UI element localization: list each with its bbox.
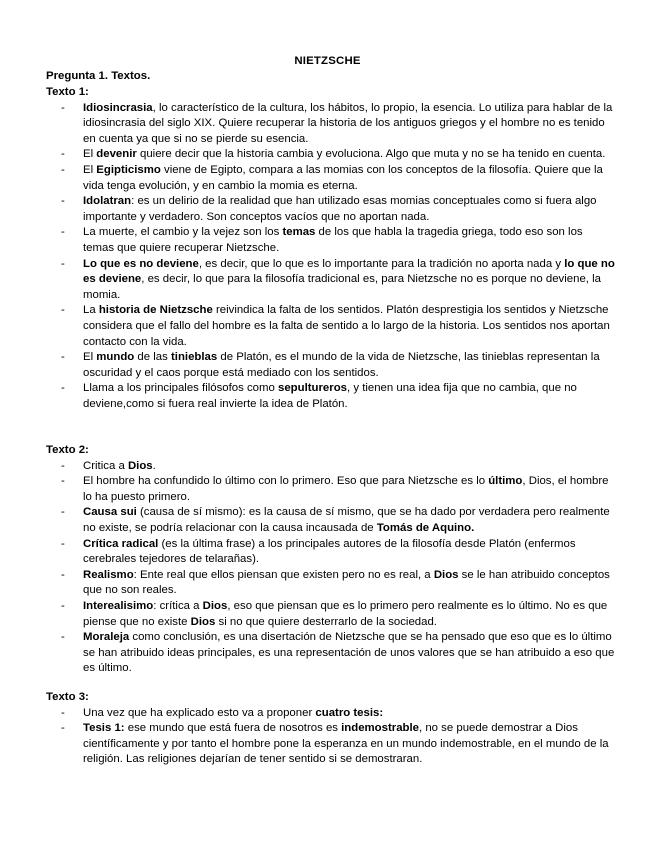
list-item	[46, 381, 616, 412]
bold-term: tinieblas	[171, 351, 218, 364]
text-run: de las	[134, 351, 171, 364]
bold-term: temas	[282, 226, 316, 239]
texto-2-section	[46, 443, 616, 677]
text-run: Critica a	[83, 459, 128, 472]
text-run: : Ente real que ellos piensan que existen pero no es real, a	[133, 568, 434, 581]
text-run: , es decir, lo que para la filosofía tradicional es, para Nietzsche no es porque no deviene, la momia.	[83, 273, 601, 301]
text-run: (causa de sí mismo): es la causa de sí mismo, que se ha dado por verdadera pero realmente no existe, se podría relacionar con la causa incausada de	[83, 506, 610, 534]
bold-term: Dios	[433, 568, 459, 581]
text-run: , Dios, el hombre lo ha puesto primero.	[83, 475, 609, 503]
list-item	[46, 194, 616, 225]
bullet-dash: -	[61, 706, 65, 719]
text-run: El	[83, 148, 97, 161]
text-run: como conclusión, es una disertación de Nietzsche que se ha pensado que eso que es lo último se han atribuido ideas principales, es una representación de unos valores que se han atribuido a eso que es último.	[83, 631, 615, 675]
bold-term: Dios	[202, 599, 228, 612]
bullet-dash: -	[61, 226, 65, 239]
texto-1-section	[46, 85, 616, 412]
text-run: de los que habla la tragedia griega, todo eso son los temas que quiere recuperar Nietzsche.	[83, 226, 583, 254]
texto-1-heading: Texto 1:	[46, 86, 89, 98]
texto-3-list	[46, 706, 616, 768]
bold-term: último	[488, 475, 523, 488]
text-run: , no se puede demostrar a Dios científicamente y por tanto el hombre pone la esperanza en un mundo indemostrable, en el mundo de la religión. Las religiones dejarían de tener sentido si se demostraran.	[83, 722, 609, 766]
bold-term: Moraleja	[83, 631, 130, 644]
bold-term: Idiosincrasia	[83, 101, 153, 114]
bold-term: Causa sui	[83, 506, 137, 519]
bold-term: sepultureros	[278, 382, 347, 395]
bullet-dash: -	[61, 722, 65, 735]
bold-term: indemostrable	[341, 722, 419, 735]
text-run: , eso que piensan que es lo primero pero realmente es lo último. No es que piense que no existe	[83, 599, 608, 628]
bold-term: Egipticismo	[96, 163, 161, 176]
bullet-dash: -	[61, 351, 65, 364]
text-run: , es decir, que lo que es lo importante para la tradición no aporta nada y	[198, 257, 565, 270]
list-item	[46, 505, 616, 536]
bullet-dash: -	[61, 459, 65, 472]
list-item	[46, 568, 616, 599]
bold-term: historia de Nietzsche	[98, 304, 213, 317]
bold-term: Dios	[127, 459, 153, 472]
bold-term: Interealisimo	[83, 599, 154, 612]
list-item	[46, 163, 616, 194]
text-run: El hombre ha confundido lo último con lo primero. Eso que para Nietzsche es lo	[83, 475, 489, 488]
text-run: La	[83, 304, 99, 317]
bullet-dash: -	[61, 382, 65, 395]
text-run: : crítica a	[153, 599, 203, 612]
bold-term: cuatro tesis:	[315, 706, 384, 719]
bullet-dash: -	[61, 101, 65, 114]
text-run: : es un delirio de la realidad que han utilizado esas momias conceptuales como si fuera algo importante y verdadero. Son conceptos vacíos que no aportan nada.	[83, 195, 597, 223]
text-run: Una vez que ha explicado esto va a proponer	[83, 706, 316, 719]
text-run: , y tienen una idea fija que no cambia, que no deviene,como si fuera real invierte la idea de Platón.	[83, 382, 577, 410]
text-run: de Platón, es el mundo de la vida de Nietzsche, las tinieblas representan la oscuridad y el caos porque está mediado con los sentidos.	[83, 351, 600, 379]
text-run: .	[152, 459, 156, 472]
pregunta-heading: Pregunta 1. Textos.	[46, 70, 151, 82]
list-item	[46, 537, 616, 568]
texto-1-list	[46, 101, 616, 413]
text-run: El	[83, 351, 97, 364]
texto-2-heading: Texto 2:	[46, 444, 89, 456]
bullet-dash: -	[61, 537, 65, 550]
list-item	[46, 225, 616, 256]
list-item	[46, 474, 616, 505]
text-run: La muerte, el cambio y la vejez son los	[83, 226, 283, 239]
bold-term: Lo que es no deviene	[83, 257, 199, 270]
text-run: ese mundo que está fuera de nosotros es	[124, 722, 342, 735]
document-title: NIETZSCHE	[294, 55, 361, 67]
bullet-dash: -	[61, 506, 65, 519]
list-item	[46, 599, 616, 630]
pregunta-section	[46, 69, 616, 85]
bold-term: Crítica radical	[83, 537, 159, 550]
texto-3-heading: Texto 3:	[46, 691, 89, 703]
bold-term: mundo	[96, 351, 135, 364]
bullet-dash: -	[61, 568, 65, 581]
bullet-dash: -	[61, 304, 65, 317]
text-run: se le han atribuido conceptos que no son reales.	[83, 568, 610, 597]
list-item	[46, 721, 616, 768]
bold-term: lo que no es deviene	[83, 257, 615, 286]
texto-3-section	[46, 690, 616, 768]
bullet-dash: -	[61, 163, 65, 176]
bullet-dash: -	[61, 631, 65, 644]
bullet-dash: -	[61, 195, 65, 208]
list-item	[46, 257, 616, 304]
bold-term: Idolatran	[83, 195, 132, 208]
list-item	[46, 303, 616, 350]
texto-2-list	[46, 459, 616, 677]
list-item	[46, 630, 616, 677]
bold-term: Tesis 1:	[83, 722, 125, 735]
bullet-dash: -	[61, 148, 65, 161]
text-run: quiere decir que la historia cambia y evoluciona. Algo que muta y no se ha tenido en cuenta.	[136, 148, 606, 161]
bold-term: Tomás de Aquino.	[376, 521, 475, 534]
list-item	[46, 706, 616, 722]
bold-term: Realismo	[83, 568, 134, 581]
text-run: El	[83, 163, 97, 176]
text-run: reivindica la falta de los sentidos. Platón desprestigia los sentidos y Nietzsche considera que el fallo del hombre es la falta de sentido a lo largo de la historia. Los sentidos nos aportan contacto con la vida.	[83, 304, 610, 348]
bullet-dash: -	[61, 257, 65, 270]
list-item	[46, 459, 616, 475]
text-run: (es la última frase) a los principales autores de la filosofía desde Platón (enfermos cerebrales tejedores de telarañas).	[83, 537, 576, 566]
text-run: viene de Egipto, compara a las momias con los conceptos de la filosofía. Quiere que la vida tenga evolución, y en cambio la momia es eterna.	[83, 163, 603, 192]
list-item	[46, 147, 616, 163]
list-item	[46, 101, 616, 148]
bullet-dash: -	[61, 599, 65, 612]
bullet-dash: -	[61, 475, 65, 488]
text-run: , lo característico de la cultura, los hábitos, lo propio, la esencia. Lo utiliza para hablar de la idiosincrasia del siglo XIX. Quiere recuperar la historia de los antiguos griegos y el hombre no es tenido en cuenta ya que si no se pierde su esencia.	[83, 101, 613, 145]
list-item	[46, 350, 616, 381]
text-run: si no que quiere desterrarlo de la sociedad.	[215, 615, 437, 628]
text-run: Llama a los principales filósofos como	[83, 382, 278, 395]
bold-term: devenir	[96, 148, 137, 161]
bold-term: Dios	[190, 615, 216, 628]
